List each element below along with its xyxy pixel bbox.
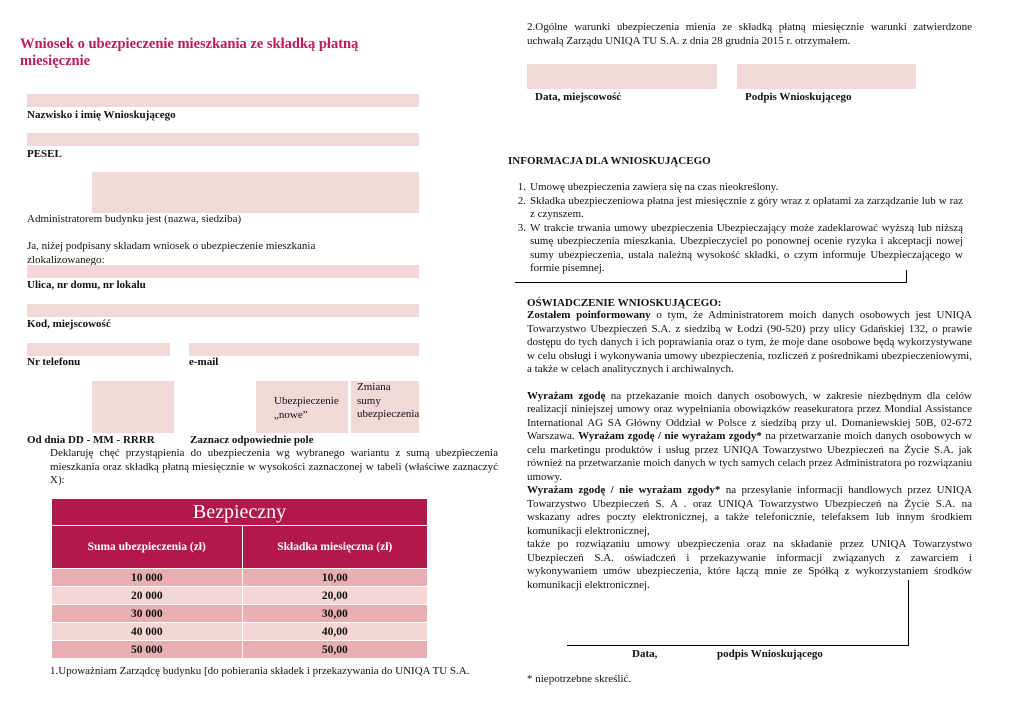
sum-cell[interactable]: 50 000 bbox=[52, 641, 243, 659]
fee-cell[interactable]: 40,00 bbox=[242, 623, 428, 641]
list-item: Umowę ubezpieczenia zawiera się na czas nieokreślony. bbox=[530, 181, 779, 193]
fee-cell[interactable]: 10,00 bbox=[242, 569, 428, 587]
consent-paragraph-2: Wyrażam zgodę na przekazanie moich danych osobowych, w zakresie niezbędnym dla celów realizacji niniejszej umowy oraz wypełniania obowiązków reasekuratora przez Mondial Assistance International AG SA Główny Oddział w Polsce z siedzibą przy ul. Domaniewskiej 50B, 02-672 Warszawa. Wyrażam zgodę / nie wyrażam zgody* na przetwarzanie moich danych osobowych w celu marketingu produktów i usług przez UNIQA Towarzystwo Ubezpieczeń na Życie S.A. jak również na przetwarzanie moich danych w tych samych celach przez Administratora po rozwiązaniu umowy. bbox=[527, 389, 973, 483]
consent-paragraph-4: także po rozwiązaniu umowy ubezpieczenia oraz na składanie przez UNIQA Towarzystwo Ubezpieczeń S.A. oświadczeń i przekazywanie informacji związanych z zawarciem i wykonywaniem umów ubezpieczenia, które łączą mnie ze Spółką z wykorzystaniem środków komunikacji elektronicznej. bbox=[527, 538, 972, 591]
email-field[interactable] bbox=[189, 343, 419, 356]
info-heading: INFORMACJA DLA WNIOSKUJĄCEGO bbox=[508, 155, 711, 167]
postal-field[interactable] bbox=[27, 304, 419, 317]
apply-text: Ja, niżej podpisany składam wniosek o ubezpieczenie mieszkania zlokalizowanego: bbox=[27, 240, 316, 266]
sum-cell[interactable]: 40 000 bbox=[52, 623, 243, 641]
declaration-text: Deklaruję chęć przystąpienia do ubezpieczenia wg wybranego wariantu z sumą ubezpieczenia mieszkania oraz składką płatną miesięcznie w wysokości zaznaczonej w tabeli (właściwe zaznaczyć X): bbox=[50, 447, 498, 486]
signature-field[interactable] bbox=[737, 64, 916, 89]
list-item: Składka ubezpieczeniowa płatna jest miesięcznie z góry wraz z opłatami za zarządzanie lub w raz z czynszem. bbox=[530, 194, 963, 220]
admin-field[interactable] bbox=[92, 172, 419, 213]
table-row[interactable] bbox=[52, 623, 428, 641]
premium-table bbox=[51, 498, 428, 659]
start-date-field[interactable] bbox=[92, 381, 174, 433]
name-field[interactable] bbox=[27, 94, 419, 107]
sign-label: podpis Wnioskującego bbox=[717, 648, 823, 660]
authorization-text: 1.Upoważniam Zarządcę budynku [do pobierania składek i przekazywania do UNIQA TU S.A. bbox=[50, 665, 470, 677]
column-header-fee: Składka miesięczna (zł) bbox=[242, 526, 428, 569]
phone-field[interactable] bbox=[27, 343, 170, 356]
from-date-label: Od dnia DD - MM - RRRR bbox=[27, 434, 155, 446]
pesel-label: PESEL bbox=[27, 148, 62, 160]
sum-cell[interactable]: 30 000 bbox=[52, 605, 243, 623]
new-insurance-checkbox[interactable] bbox=[256, 381, 348, 433]
sum-cell[interactable]: 20 000 bbox=[52, 587, 243, 605]
street-label: Ulica, nr domu, nr lokalu bbox=[27, 279, 146, 291]
consent-paragraph-3: Wyrażam zgodę / nie wyrażam zgody* na przesyłanie informacji handlowych przez UNIQA Towarzystwo Ubezpieczeń S. A . oraz UNIQA Towarzystwo Ubezpieczeń na Życie S.A. na wskazany adres poczty elektronicznej, a także telefonicznie, telefaksem lub innym środkiem komunikacji elektronicznej, bbox=[527, 484, 973, 537]
terms-text: 2.Ogólne warunki ubezpieczenia mienia ze składką płatną miesięcznie warunki zatwierdzone uchwałą Zarządu UNIQA TU S.A. z dnia 28 grudnia 2015 r. otrzymałem. bbox=[527, 21, 972, 47]
consent-paragraph-1: Zostałem poinformowany o tym, że Administratorem moich danych osobowych jest UNIQA Towarzystwo Ubezpieczeń S.A. z siedzibą w Łodzi (90-520) przy ulicy Gdańskiej 132, o prawie dostępu do tych danych i ich poprawiania oraz o tym, że moje dane osobowe będą wykorzystywane w celu obsługi i wykonywania umowy ubezpieczenia, rozliczeń z pośrednikami ubezpieczeniowymi, a także w celach analitycznych i archiwalnych. bbox=[527, 309, 972, 375]
phone-label: Nr telefonu bbox=[27, 356, 81, 368]
form-title: Wniosek o ubezpieczenie mieszkania ze składką płatną miesięcznie bbox=[20, 36, 359, 69]
table-row[interactable] bbox=[52, 569, 428, 587]
date-place-field[interactable] bbox=[527, 64, 717, 89]
divider-line bbox=[906, 270, 907, 283]
fee-cell[interactable]: 20,00 bbox=[242, 587, 428, 605]
mark-label: Zaznacz odpowiednie pole bbox=[190, 434, 314, 446]
change-sum-label: Zmiana sumy ubezpieczenia bbox=[357, 381, 420, 420]
fee-cell[interactable]: 30,00 bbox=[242, 605, 428, 623]
sign-date-label: Data, bbox=[632, 648, 658, 660]
admin-label: Administratorem budynku jest (nazwa, siedziba) bbox=[27, 213, 242, 225]
date-place-label: Data, miejscowość bbox=[535, 91, 622, 103]
column-header-sum: Suma ubezpieczenia (zł) bbox=[52, 526, 243, 569]
signature-line bbox=[908, 580, 909, 646]
table-row[interactable] bbox=[52, 587, 428, 605]
email-label: e-mail bbox=[189, 356, 219, 368]
fee-cell[interactable]: 50,00 bbox=[242, 641, 428, 659]
table-row[interactable] bbox=[52, 605, 428, 623]
declaration-heading: OŚWIADCZENIE WNIOSKUJĄCEGO: bbox=[527, 297, 722, 309]
footnote: * niepotrzebne skreślić. bbox=[527, 673, 632, 685]
signature-label: Podpis Wnioskującego bbox=[745, 91, 852, 103]
new-insurance-label: Ubezpieczenie „nowe” bbox=[274, 395, 339, 421]
postal-label: Kod, miejscowość bbox=[27, 318, 111, 330]
info-list: 1. Umowę ubezpieczenia zawiera się na czas nieokreślony. 2. Składka ubezpieczeniowa płatna jest miesięcznie z góry wraz z opłatami za zarządzanie lub w raz z czynszem. 3. W trakcie trwania umowy ubezpieczenia Ubezpieczający może zadeklarować wyższą lub niższą sumę ubezpieczenia mieszkania. Ubezpieczyciel po ponownej ocenie ryzyka i akceptacji nowej sumy ubezpieczenia, ustala należną wysokość składki, o czym informuje Ubezpieczającego w formie pisemnej. bbox=[517, 181, 963, 274]
table-row[interactable] bbox=[52, 641, 428, 659]
declaration-body bbox=[527, 309, 972, 592]
pesel-field[interactable] bbox=[27, 133, 419, 146]
sum-cell[interactable]: 10 000 bbox=[52, 569, 243, 587]
signature-line bbox=[567, 645, 909, 646]
street-field[interactable] bbox=[27, 265, 419, 278]
list-item: W trakcie trwania umowy ubezpieczenia Ubezpieczający może zadeklarować wyższą lub niższą sumę ubezpieczenia mieszkania. Ubezpieczyciel po ponownej ocenie ryzyka i akceptacji nowej sumy ubezpieczenia, ustala należną wysokość składki, o czym informuje Ubezpieczającego w formie pisemnej. bbox=[530, 221, 963, 274]
divider-line bbox=[515, 282, 907, 283]
name-label: Nazwisko i imię Wnioskującego bbox=[27, 109, 176, 121]
table-title: Bezpieczny bbox=[52, 499, 428, 526]
change-sum-checkbox[interactable] bbox=[351, 381, 419, 433]
